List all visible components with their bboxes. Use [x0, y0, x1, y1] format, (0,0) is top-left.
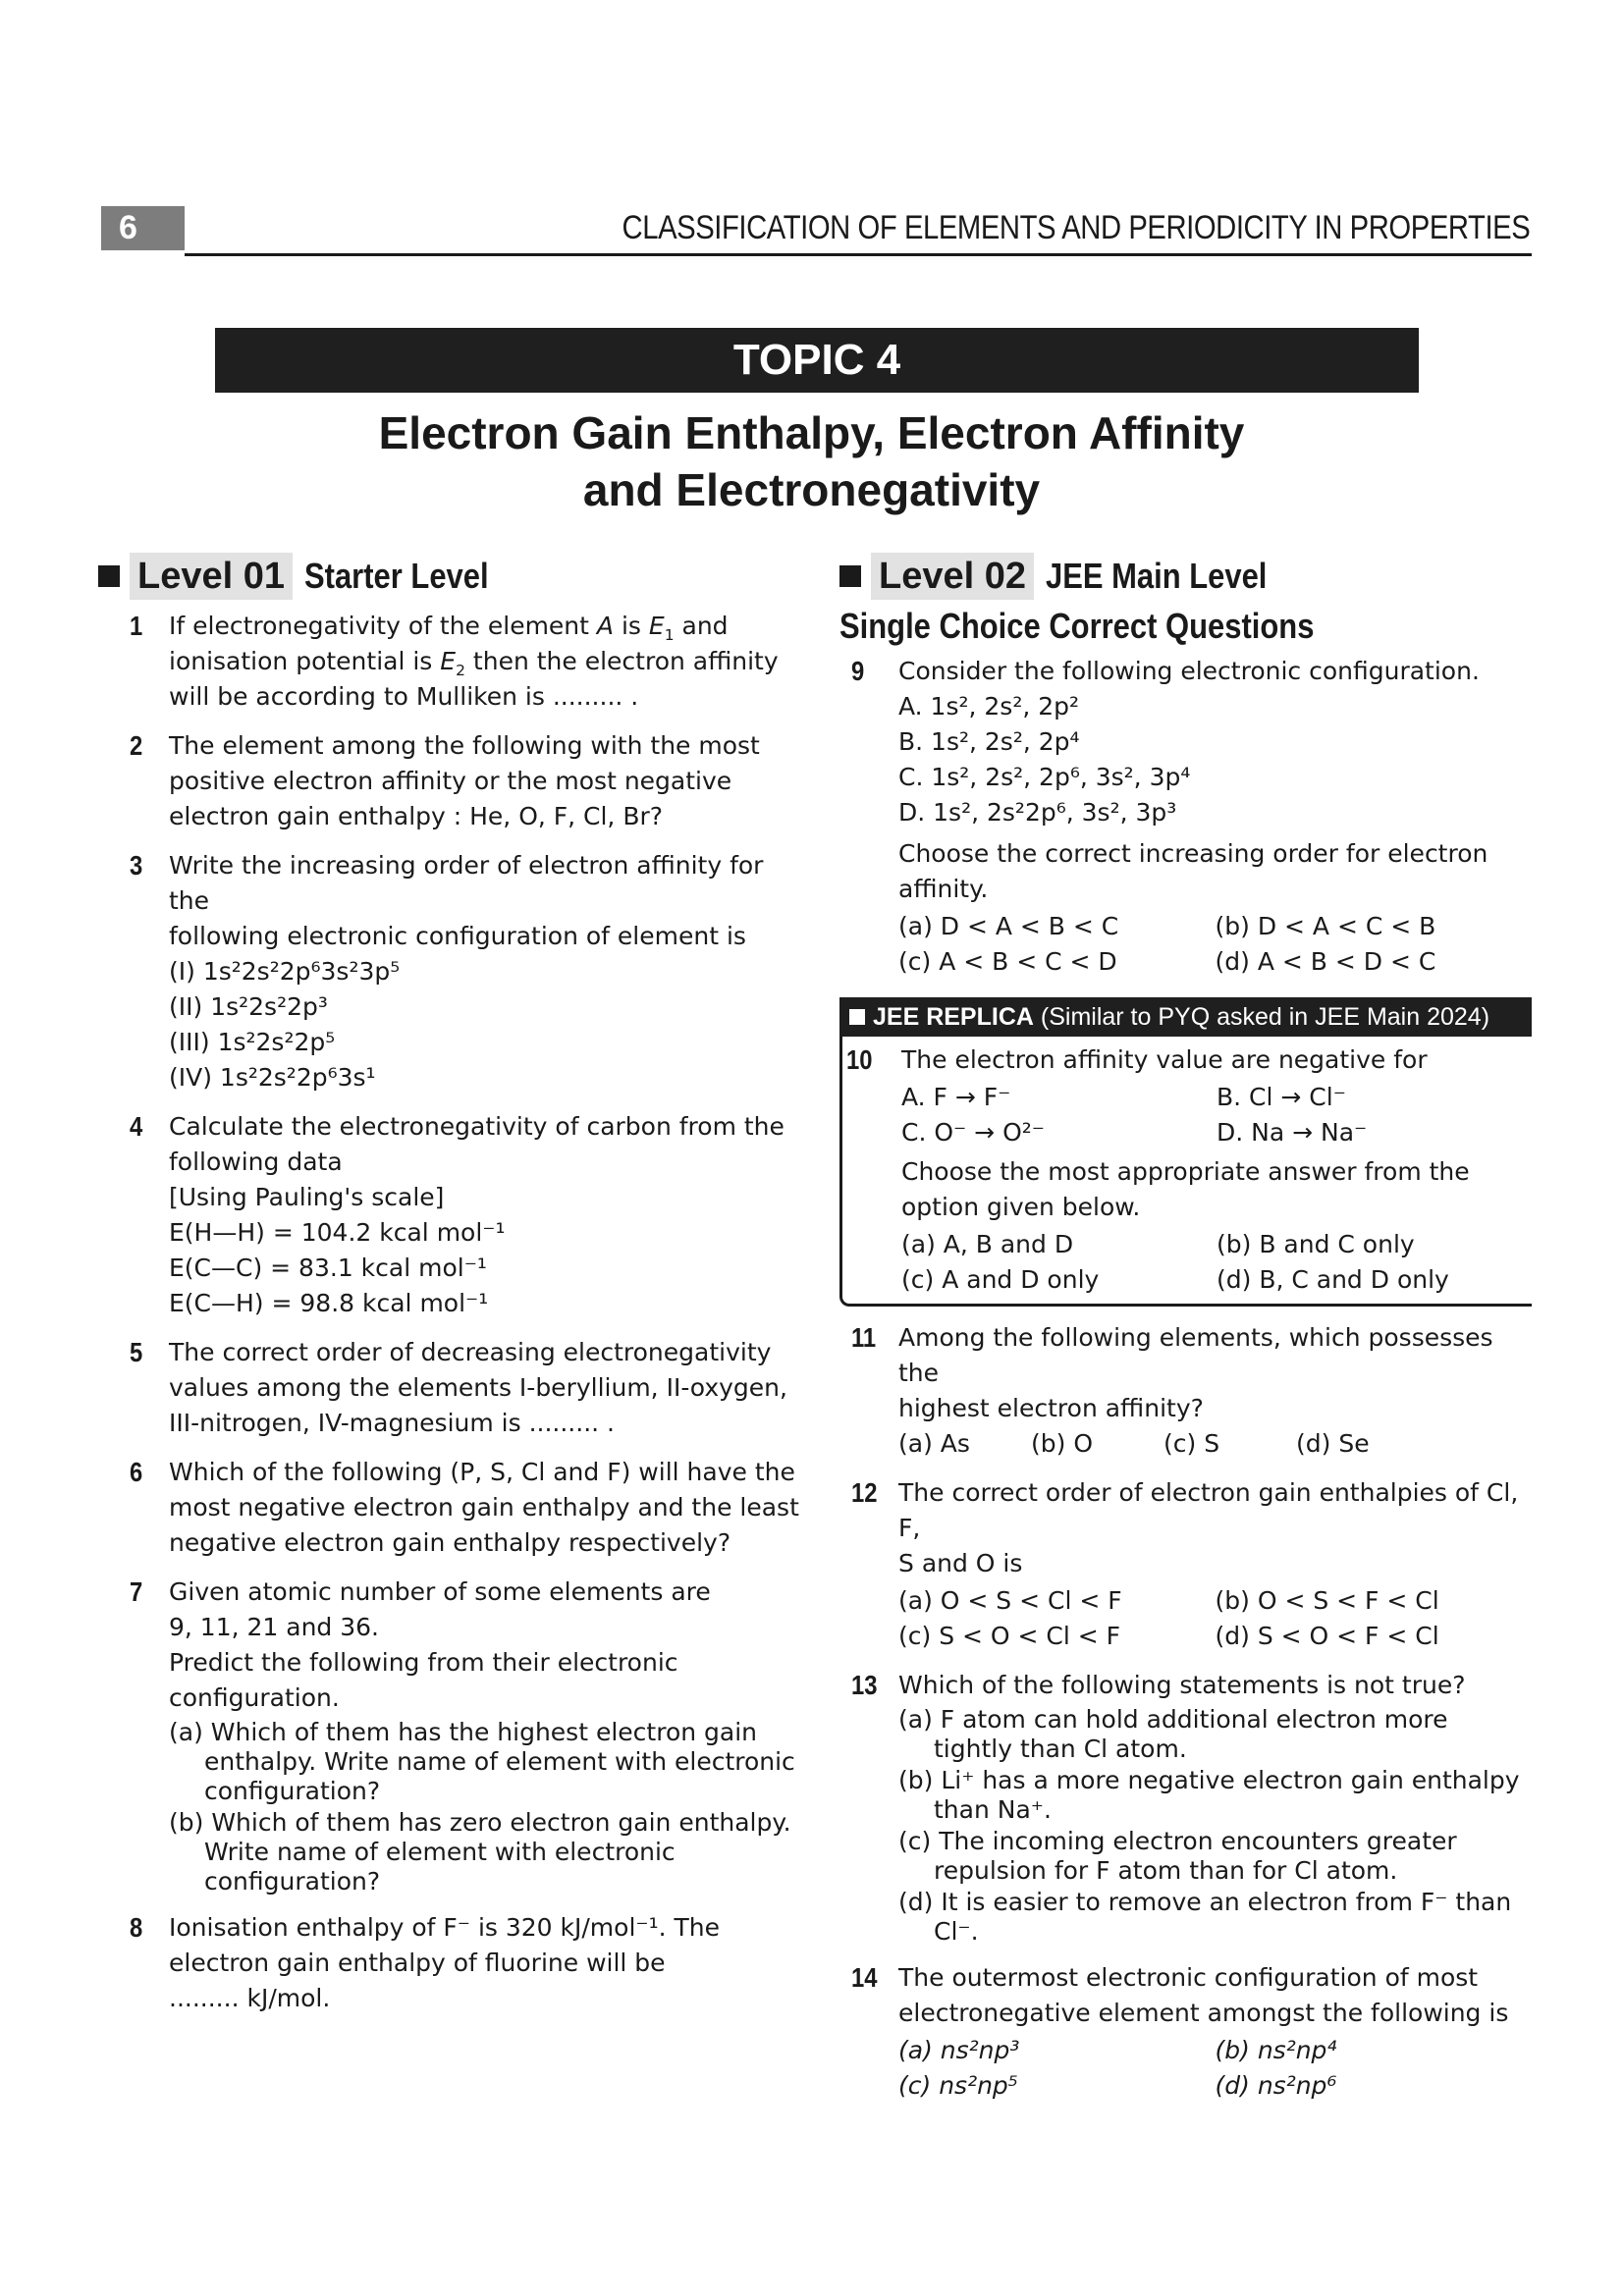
option-d: (d) B, C and D only: [1217, 1265, 1449, 1294]
level2-name: JEE Main Level: [1046, 556, 1268, 596]
question-text: Ionisation enthalpy of F⁻ is 320 kJ/mol⁻¹. The: [169, 1913, 721, 1942]
question-text: Among the following elements, which possesses the: [898, 1323, 1493, 1387]
topic-title: [0, 404, 1623, 518]
question-text: [Using Pauling's scale]: [169, 1183, 445, 1211]
question-number: 6: [130, 1457, 143, 1487]
option-b: (b) ns²np⁴: [1215, 2036, 1337, 2064]
question-text: Consider the following electronic configuration.: [898, 657, 1480, 685]
question-text: electron gain enthalpy of fluorine will be: [169, 1949, 666, 1977]
question-text: Calculate the electronegativity of carbon from the: [169, 1112, 784, 1141]
question-2: [98, 728, 800, 834]
question-text: The element among the following with the most: [169, 731, 760, 760]
question-number: 4: [130, 1111, 143, 1142]
square-bullet-icon: [849, 1009, 865, 1025]
question-14: [839, 1960, 1532, 2104]
question-number: 3: [130, 850, 143, 881]
option-c: (c) ns²np⁵: [898, 2071, 1018, 2100]
question-9: [839, 654, 1532, 980]
question-number: 10: [846, 1044, 873, 1075]
options: [898, 1583, 1532, 1654]
question-7: [98, 1575, 800, 1896]
sub-question: (b) Which of them has zero electron gain enthalpy. Write name of element with electronic configuration?: [169, 1808, 791, 1896]
data-line: E(H—H) = 104.2 kcal mol⁻¹: [169, 1218, 506, 1247]
header-rule: [185, 253, 1532, 256]
question-text: values among the elements I-beryllium, II-oxygen,: [169, 1373, 787, 1402]
question-text: Given atomic number of some elements are: [169, 1577, 711, 1606]
jee-replica-box: [839, 1037, 1532, 1307]
option-a: (a) O < S < Cl < F: [898, 1586, 1122, 1615]
option-d: (d) It is easier to remove an electron from F⁻ than Cl⁻.: [898, 1888, 1512, 1946]
config-line: B. 1s², 2s², 2p⁴: [898, 727, 1080, 756]
question-text: affinity.: [898, 875, 989, 903]
question-text: positive electron affinity or the most negative: [169, 767, 732, 795]
option-d: (d) S < O < F < Cl: [1215, 1622, 1439, 1650]
topic-label: TOPIC 4: [215, 328, 1419, 393]
option-b: (b) O < S < F < Cl: [1215, 1586, 1439, 1615]
question-text: ......... kJ/mol.: [169, 1984, 331, 2012]
question-text: following electronic configuration of element is: [169, 922, 746, 950]
option-c: (c) S < O < Cl < F: [898, 1622, 1121, 1650]
page-number: 6: [101, 206, 185, 250]
question-text: negative electron gain enthalpy respectively?: [169, 1528, 731, 1557]
question-text: The electron affinity value are negative for: [901, 1045, 1428, 1074]
question-text: S and O is: [898, 1549, 1023, 1577]
question-text: Predict the following from their electronic: [169, 1648, 678, 1677]
option-d: (d) A < B < D < C: [1215, 947, 1436, 976]
question-text: III-nitrogen, IV-magnesium is ......... .: [169, 1409, 615, 1437]
options: [898, 909, 1532, 980]
option-d: (d) Se: [1296, 1429, 1370, 1458]
question-number: 5: [130, 1337, 143, 1367]
option-a: (a) F atom can hold additional electron more tightly than Cl atom.: [898, 1705, 1448, 1763]
config-line: D. 1s², 2s²2p⁶, 3s², 3p³: [898, 798, 1177, 827]
left-column: [98, 552, 800, 2030]
option-a: (a) As: [898, 1429, 970, 1458]
right-column: [839, 552, 1532, 2117]
question-number: 8: [130, 1912, 143, 1943]
question-text: The outermost electronic configuration of most: [898, 1963, 1479, 1992]
question-text: most negative electron gain enthalpy and the least: [169, 1493, 799, 1522]
question-text: 9, 11, 21 and 36.: [169, 1613, 380, 1641]
question-8: [98, 1910, 800, 2016]
chapter-title: CLASSIFICATION OF ELEMENTS AND PERIODICITY IN PROPERTIES: [622, 209, 1530, 246]
option-c: (c) A < B < C < D: [898, 947, 1117, 976]
question-number: 12: [851, 1477, 878, 1508]
options: [898, 1426, 1429, 1462]
config-line: A. 1s², 2s², 2p²: [898, 692, 1080, 721]
statement-d: D. Na → Na⁻: [1217, 1118, 1368, 1147]
question-text: highest electron affinity?: [898, 1394, 1204, 1422]
question-4: [98, 1109, 800, 1321]
topic-title-line1: Electron Gain Enthalpy, Electron Affinity: [378, 407, 1245, 458]
statement-a: A. F → F⁻: [901, 1083, 1011, 1111]
question-number: 7: [130, 1576, 143, 1607]
question-text: electronegative element amongst the following is: [898, 1999, 1509, 2027]
question-11: [839, 1320, 1532, 1462]
question-text: The correct order of decreasing electronegativity: [169, 1338, 772, 1366]
option: (I) 1s²2s²2p⁶3s²3p⁵: [169, 957, 401, 986]
question-text: following data: [169, 1148, 343, 1176]
config-line: C. 1s², 2s², 2p⁶, 3s², 3p⁴: [898, 763, 1191, 791]
option: (IV) 1s²2s²2p⁶3s¹: [169, 1063, 376, 1092]
question-number: 11: [851, 1322, 877, 1353]
level2-heading: [839, 552, 1532, 601]
question-text: Which of the following (P, S, Cl and F) will have the: [169, 1458, 795, 1486]
question-text: electron gain enthalpy : He, O, F, Cl, Br?: [169, 802, 664, 830]
option-a: (a) D < A < B < C: [898, 912, 1119, 940]
question-number: 1: [130, 611, 143, 641]
question-12: [839, 1475, 1532, 1654]
question-text: Choose the correct increasing order for electron: [898, 839, 1488, 868]
question-3: [98, 848, 800, 1095]
option-b: (b) D < A < C < B: [1215, 912, 1436, 940]
option: (III) 1s²2s²2p⁵: [169, 1028, 336, 1056]
question-number: 2: [130, 730, 143, 761]
option-b: (b) O: [1031, 1429, 1094, 1458]
question-text: The correct order of electron gain enthalpies of Cl, F,: [898, 1478, 1519, 1542]
question-number: 9: [851, 656, 865, 686]
statement-b: B. Cl → Cl⁻: [1217, 1083, 1346, 1111]
question-6: [98, 1455, 800, 1561]
question-5: [98, 1335, 800, 1441]
question-text: Which of the following statements is not true?: [898, 1671, 1466, 1699]
option-c: (c) S: [1163, 1429, 1220, 1458]
level2-label: Level 02: [871, 553, 1034, 600]
question-1: [98, 609, 800, 715]
option-b: (b) B and C only: [1217, 1230, 1415, 1258]
options: [901, 1227, 1532, 1298]
jee-replica-note: (Similar to PYQ asked in JEE Main 2024): [1040, 1003, 1490, 1031]
question-number: 14: [851, 1962, 878, 1993]
question-text: Choose the most appropriate answer from the: [901, 1157, 1470, 1186]
sub-question: (a) Which of them has the highest electron gain enthalpy. Write name of element with electronic configuration?: [169, 1718, 795, 1805]
topic-title-line2: and Electronegativity: [582, 464, 1041, 515]
data-line: E(C—C) = 83.1 kcal mol⁻¹: [169, 1254, 487, 1282]
option-b: (b) Li⁺ has a more negative electron gain enthalpy than Na⁺.: [898, 1766, 1520, 1824]
question-text: will be according to Mulliken is ......... .: [169, 682, 639, 711]
square-bullet-icon: [98, 565, 120, 587]
question-text: Write the increasing order of electron affinity for the: [169, 851, 764, 915]
section-subheading: Single Choice Correct Questions: [839, 606, 1315, 646]
level1-label: Level 01: [130, 553, 293, 600]
option-a: (a) ns²np³: [898, 2036, 1020, 2064]
option-c: (c) The incoming electron encounters greater repulsion for F atom than for Cl atom.: [898, 1827, 1457, 1885]
level1-heading: [98, 552, 800, 601]
jee-replica-banner: [839, 997, 1532, 1037]
data-line: E(C—H) = 98.8 kcal mol⁻¹: [169, 1289, 489, 1317]
statement-c: C. O⁻ → O²⁻: [901, 1118, 1045, 1147]
options: [898, 2033, 1532, 2104]
level1-name: Starter Level: [304, 556, 489, 596]
option-d: (d) ns²np⁶: [1215, 2071, 1337, 2100]
option: (II) 1s²2s²2p³: [169, 992, 328, 1021]
jee-replica-label: JEE REPLICA: [873, 1003, 1034, 1031]
question-text: configuration.: [169, 1683, 340, 1712]
statements: [901, 1080, 1532, 1150]
option-c: (c) A and D only: [901, 1265, 1100, 1294]
option-a: (a) A, B and D: [901, 1230, 1074, 1258]
question-text: option given below.: [901, 1193, 1141, 1221]
question-text: If electronegativity of the element A is $E_1$ and: [169, 612, 729, 644]
question-13: [839, 1668, 1532, 1947]
question-number: 13: [851, 1670, 878, 1700]
question-text: ionisation potential is $E_2$ then the electron affinity: [169, 647, 779, 679]
square-bullet-icon: [839, 565, 861, 587]
question-10: [842, 1042, 1532, 1298]
